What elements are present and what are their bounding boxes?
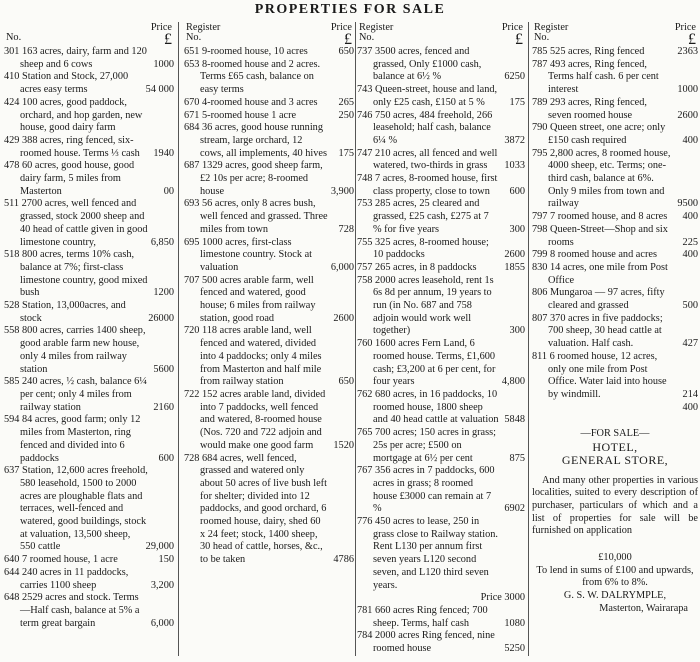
column-rule bbox=[178, 22, 179, 656]
listing-text: 799 8 roomed house and acres bbox=[532, 249, 657, 261]
listing-text: 798 Queen-Street—Shop and six rooms bbox=[532, 223, 668, 248]
listing-entry bbox=[184, 389, 354, 453]
listing-entry bbox=[184, 46, 354, 59]
listing-text: 594 84 acres, good farm; only 12 miles from Masterton, ring fenced and divided into 6 paddocks bbox=[4, 414, 141, 464]
listing-entry bbox=[4, 325, 174, 376]
listing-text: 528 Station, 13,000acres, and stock bbox=[4, 300, 126, 324]
listing-price: 3872 bbox=[504, 134, 525, 146]
listing-entry bbox=[4, 300, 174, 325]
listing-entry bbox=[532, 313, 698, 351]
listing-entry bbox=[184, 275, 354, 326]
listing-price: 4786 bbox=[333, 554, 354, 566]
listing-text: 585 240 acres, ½ cash, balance 6¼ per cent; only 4 miles from railway station bbox=[4, 376, 147, 413]
listing-price: 214 bbox=[682, 388, 698, 400]
listing-text: 748 7 acres, 8-roomed house, first class property, close to town bbox=[357, 173, 498, 197]
listing-text: 787 493 acres, Ring fenced, Terms half cash. 6 per cent interest bbox=[532, 58, 659, 96]
listing-text: 670 4-roomed house and 3 acres bbox=[184, 96, 318, 108]
listing-price: 300 bbox=[509, 325, 525, 337]
listing-text: 695 1000 acres, first-class limestone country. Stock at valuation bbox=[184, 236, 313, 273]
listing-entry bbox=[357, 46, 525, 84]
listing-entry bbox=[4, 376, 174, 414]
listing-price: 1520 bbox=[333, 439, 354, 451]
listing-text: 784 2000 acres Ring fenced, nine roomed house bbox=[357, 630, 495, 655]
listing-entry bbox=[4, 198, 174, 249]
listing-text: 747 210 acres, all fenced and well watered, two-thirds in grass bbox=[357, 147, 498, 172]
listing-price: 5250 bbox=[504, 643, 525, 655]
listing-price: 26000 bbox=[148, 312, 174, 324]
listing-entry bbox=[532, 249, 698, 262]
listing-text: 651 9-roomed house, 10 acres bbox=[184, 46, 308, 57]
listing-entry bbox=[184, 325, 354, 389]
listing-price: 29,000 bbox=[145, 541, 174, 553]
listing-text: 807 370 acres in five paddocks; 700 sheep, 30 head cattle at valuation. Half cash. bbox=[532, 312, 663, 350]
listing-price: 650 bbox=[338, 376, 354, 388]
register-label: Register bbox=[186, 22, 221, 33]
listing-entry bbox=[532, 46, 698, 59]
register-label: Register bbox=[534, 22, 569, 33]
listing-entry bbox=[532, 211, 698, 224]
listing-text: 776 450 acres to lease, 250 in grass close to Railway station. Rent L130 per annum first seven years L120 second seven, and L120 third seven years. bbox=[357, 516, 498, 591]
listing-text: 410 Station and Stock, 27,000 acres easy terms bbox=[4, 71, 129, 96]
listing-entry bbox=[357, 198, 525, 236]
listing-text: 755 325 acres, 8-roomed house; 10 paddocks bbox=[357, 236, 489, 261]
listing-price: 1080 bbox=[504, 617, 525, 629]
listing-price: 3,200 bbox=[150, 579, 174, 591]
listing-entry bbox=[184, 97, 354, 110]
listing-entry bbox=[184, 198, 354, 236]
listing-price: 6,000 bbox=[330, 261, 354, 273]
listing-text: 728 684 acres, well fenced, grassed and watered only about 50 acres of live bush left for shelter; divided into 12 paddocks, and good orchard, 6 roomed house, dairy, shed 60 x 24 feet; stock, 1400 sheep, 30 head of cattle, horses, &c., to be taken bbox=[184, 452, 327, 566]
listing-price: 6,850 bbox=[150, 236, 174, 248]
listing-text: 781 660 acres Ring fenced; 700 sheep. Terms, half cash bbox=[357, 604, 488, 629]
listing-price: 400 bbox=[682, 211, 698, 223]
listing-entry bbox=[357, 84, 525, 109]
price-label: Price £ bbox=[674, 22, 696, 48]
listing-price: 728 bbox=[338, 223, 354, 235]
listing-entry bbox=[357, 110, 525, 148]
listing-entry bbox=[532, 351, 698, 402]
listing-entry bbox=[532, 262, 698, 287]
listing-price: 225 bbox=[682, 236, 698, 248]
listing-entry bbox=[357, 173, 525, 198]
no-label: No. bbox=[534, 32, 550, 44]
column-header bbox=[184, 22, 354, 46]
column-header bbox=[4, 22, 174, 46]
listing-price: 2600 bbox=[677, 109, 698, 121]
listing-price: 4,800 bbox=[501, 376, 525, 388]
listing-text: 762 680 acres, in 16 paddocks, 10 roomed house, 1800 sheep and 40 head cattle at valuation bbox=[357, 388, 499, 426]
listing-entry bbox=[184, 59, 354, 97]
store-heading: GENERAL STORE, bbox=[561, 452, 669, 467]
listing-entry bbox=[184, 110, 354, 123]
listing-entry bbox=[4, 592, 174, 630]
column-header bbox=[532, 22, 698, 46]
listing-price: 2600 bbox=[504, 249, 525, 261]
listing-text: 684 36 acres, good house running stream, large orchard, 12 cows, all implements, 40 hives bbox=[184, 122, 327, 159]
listing-text: 707 500 acres arable farm, well fenced and watered, good house; 6 miles from railway station, good road bbox=[184, 274, 316, 324]
no-label: No. bbox=[359, 32, 375, 44]
listing-price: 1200 bbox=[153, 287, 174, 299]
listing-entry bbox=[532, 122, 698, 147]
listing-price: 600 bbox=[158, 452, 174, 464]
listing-text: 757 265 acres, in 8 paddocks bbox=[357, 261, 477, 273]
listing-text: 746 750 acres, 484 freehold, 266 leasehold; half cash, balance 6¼ % bbox=[357, 109, 493, 146]
extra-price: 400 bbox=[682, 401, 698, 413]
listings-column-4 bbox=[532, 22, 698, 658]
listing-text: 785 525 acres, Ring fenced bbox=[532, 46, 645, 57]
price-note: Price 3000 bbox=[480, 592, 525, 604]
listing-text: 671 5-roomed house 1 acre bbox=[184, 109, 297, 121]
listing-price: 9500 bbox=[677, 198, 698, 210]
listing-text: 301 163 acres, dairy, farm and 120 sheep and 6 cows bbox=[4, 46, 147, 70]
column-header bbox=[357, 22, 525, 46]
listing-entry bbox=[357, 630, 525, 655]
listings-column-3 bbox=[357, 22, 525, 658]
listing-price: 400 bbox=[682, 134, 698, 146]
listing-text: 790 Queen street, one acre; only £150 cash required bbox=[532, 122, 666, 146]
column-rule bbox=[528, 22, 529, 656]
listing-price: 300 bbox=[509, 223, 525, 235]
listing-text: 789 293 acres, Ring fenced, seven roomed house bbox=[532, 96, 647, 121]
column-rule bbox=[355, 22, 356, 656]
listing-text: 758 2000 acres leasehold, rent 1s 6s 8d per annum, 19 years to run (in No. 687 and 758 adjoin would work well together) bbox=[357, 274, 494, 337]
listing-price: 1940 bbox=[153, 147, 174, 159]
listing-text: 640 7 roomed house, 1 acre bbox=[4, 554, 118, 566]
listing-price: 650 bbox=[338, 46, 354, 57]
listing-entry bbox=[357, 262, 525, 275]
listing-text: 687 1329 acres, good sheep farm, £2 10s per acre; 8-roomed house bbox=[184, 160, 323, 197]
listing-text: 765 700 acres; 150 acres in grass; 25s per acre; £500 on mortgage at 6½ per cent bbox=[357, 427, 496, 464]
agent-name: G. S. W. DALRYMPLE, bbox=[563, 590, 667, 602]
listing-text: 767 356 acres in 7 paddocks, 600 acres in grass; 8 roomed house £3000 can remain at 7 % bbox=[357, 465, 495, 515]
listing-price: 6250 bbox=[504, 71, 525, 83]
listing-text: 797 7 roomed house, and 8 acres bbox=[532, 211, 668, 223]
hotel-heading: HOTEL, bbox=[592, 440, 638, 455]
listing-entry bbox=[357, 389, 525, 427]
listing-price: 6,000 bbox=[150, 617, 174, 629]
no-label: No. bbox=[6, 32, 22, 44]
register-label: Register bbox=[359, 22, 394, 33]
listing-text: 753 285 acres, 25 cleared and grassed, £25 cash, £275 at 7 % for five years bbox=[357, 198, 489, 235]
listing-entry bbox=[357, 237, 525, 262]
listing-text: 806 Mungaroa — 97 acres, fifty cleared and grassed bbox=[532, 287, 665, 312]
listing-price: 2600 bbox=[333, 312, 354, 324]
listing-entry bbox=[357, 427, 525, 465]
listing-text: 795 2,800 acres, 8 roomed house, 4000 sheep, etc. Terms; one-third cash, balance at 6%. Only 9 miles from town and railway bbox=[532, 147, 671, 210]
listing-entry bbox=[4, 554, 174, 567]
listing-price: 00 bbox=[163, 185, 174, 197]
listing-entry bbox=[357, 148, 525, 173]
listing-price: 875 bbox=[509, 452, 525, 464]
listing-text: 644 240 acres in 11 paddocks, carries 1100 sheep bbox=[4, 566, 129, 591]
listing-text: 424 100 acres, good paddock, orchard, and hop garden, new house, good dairy farm bbox=[4, 96, 143, 134]
listing-price: 1033 bbox=[504, 160, 525, 172]
listing-entry bbox=[4, 465, 174, 554]
for-sale-heading: —FOR SALE— bbox=[580, 428, 650, 440]
listing-price: 250 bbox=[338, 109, 354, 121]
listing-price: 54 000 bbox=[145, 84, 174, 96]
listing-entry bbox=[4, 567, 174, 592]
listing-entry bbox=[532, 59, 698, 97]
listing-entry bbox=[184, 453, 354, 567]
listing-text: 693 56 acres, only 8 acres bush, well fenced and grassed. Three miles from town bbox=[184, 198, 328, 235]
page-title: PROPERTIES FOR SALE bbox=[254, 2, 446, 17]
no-label: No. bbox=[186, 32, 202, 44]
listing-entry bbox=[357, 465, 525, 516]
listing-price: 2363 bbox=[677, 46, 698, 57]
listing-entry bbox=[532, 224, 698, 249]
listing-entry bbox=[357, 516, 525, 592]
price-label: Price £ bbox=[150, 22, 172, 48]
listing-text: 743 Queen-street, house and land, only £25 cash, £150 at 5 % bbox=[357, 84, 498, 108]
listing-entry bbox=[532, 97, 698, 122]
listing-text: 518 800 acres, terms 10% cash, balance at 7%; first-class limestone country, good mixed bush bbox=[4, 249, 148, 299]
listing-entry bbox=[184, 160, 354, 198]
listing-text: 637 Station, 12,600 acres freehold, 580 leasehold, 1500 to 2000 acres are ploughable flats and terraces, well-fenced and watered, good buildings, stock at valuation, 13,500 sheep, 550 cattle bbox=[4, 465, 148, 553]
listing-price: 175 bbox=[509, 96, 525, 108]
listing-price: 500 bbox=[682, 300, 698, 312]
listing-text: 429 388 acres, ring fenced, six-roomed house. Terms ⅓ cash bbox=[4, 134, 140, 159]
listing-price: 5600 bbox=[153, 363, 174, 375]
listing-entry bbox=[184, 237, 354, 275]
listing-entry bbox=[4, 71, 174, 96]
loan-amount: £10,000 bbox=[598, 552, 632, 564]
price-label: Price £ bbox=[330, 22, 352, 48]
listing-entry bbox=[184, 122, 354, 160]
listing-price: 400 bbox=[682, 249, 698, 261]
listing-entry bbox=[357, 605, 525, 630]
other-properties-paragraph: And many other properties in various localities, suited to every description of purchaser, particulars of which and a list of properties for sale will be furnished on application bbox=[532, 474, 698, 537]
listing-entry bbox=[357, 275, 525, 339]
listing-entry bbox=[4, 249, 174, 300]
listing-text: 830 14 acres, one mile from Post Office bbox=[532, 261, 668, 286]
listing-price: 6902 bbox=[504, 503, 525, 515]
listing-text: 737 3500 acres, fenced and grassed, Only £1000 cash, balance at 6½ % bbox=[357, 46, 482, 83]
listing-price: 427 bbox=[682, 338, 698, 350]
listing-entry bbox=[532, 287, 698, 312]
listing-entry bbox=[4, 46, 174, 71]
listing-text: 511 2700 acres, well fenced and grassed, stock 2000 sheep and 40 head of cattle given in good limestone country, bbox=[4, 198, 148, 248]
listing-price: 175 bbox=[338, 147, 354, 159]
listing-text: 720 118 acres arable land, well fenced and watered, divided into 4 paddocks; only 4 miles from Masterton and half mile from railway station bbox=[184, 325, 322, 388]
listing-entry bbox=[4, 97, 174, 135]
listing-text: 722 152 acres arable land, divided into 7 paddocks, well fenced and watered, 8-roomed house (Nos. 720 and 722 adjoin and would make one good farm bbox=[184, 388, 326, 451]
listing-entry bbox=[4, 135, 174, 160]
listing-price: 150 bbox=[158, 554, 174, 566]
listing-price: 1000 bbox=[677, 84, 698, 96]
listing-entry bbox=[4, 160, 174, 198]
loan-terms: To lend in sums of £100 and upwards, from 6% to 8%. bbox=[536, 564, 694, 589]
listing-text: 653 8-roomed house and 2 acres. Terms £65 cash, balance on easy terms bbox=[184, 58, 321, 96]
listing-price: 1000 bbox=[153, 58, 174, 70]
listing-price: 2160 bbox=[153, 401, 174, 413]
listing-price: 600 bbox=[509, 185, 525, 197]
listing-text: 558 800 acres, carries 1400 sheep, good arable farm new house, only 4 miles from railway station bbox=[4, 325, 146, 375]
listing-entry bbox=[357, 338, 525, 389]
listing-text: 811 6 roomed house, 12 acres, only one mile from Post Office. Water laid into house by windmill. bbox=[532, 350, 667, 400]
listing-entry bbox=[4, 414, 174, 465]
listing-text: 760 1600 acres Fern Land, 6 roomed house. Terms, £1,600 cash; £3,200 at 6 per cent, for four years bbox=[357, 338, 496, 388]
listing-price: 265 bbox=[338, 96, 354, 108]
price-label: Price £ bbox=[501, 22, 523, 48]
listing-price: 1855 bbox=[504, 261, 525, 273]
listing-text: 478 60 acres, good house, good dairy farm, 5 miles from Masterton bbox=[4, 160, 135, 197]
listings-column-1 bbox=[4, 22, 174, 658]
listing-entry bbox=[532, 148, 698, 212]
listings-column-2 bbox=[184, 22, 354, 658]
agent-place: Masterton, Wairarapa bbox=[599, 602, 688, 614]
listing-text: 648 2529 acres and stock. Terms—Half cash, balance at 5% a term great bargain bbox=[4, 592, 140, 629]
listing-price: 3,900 bbox=[330, 185, 354, 197]
listing-price: 5848 bbox=[504, 414, 525, 426]
